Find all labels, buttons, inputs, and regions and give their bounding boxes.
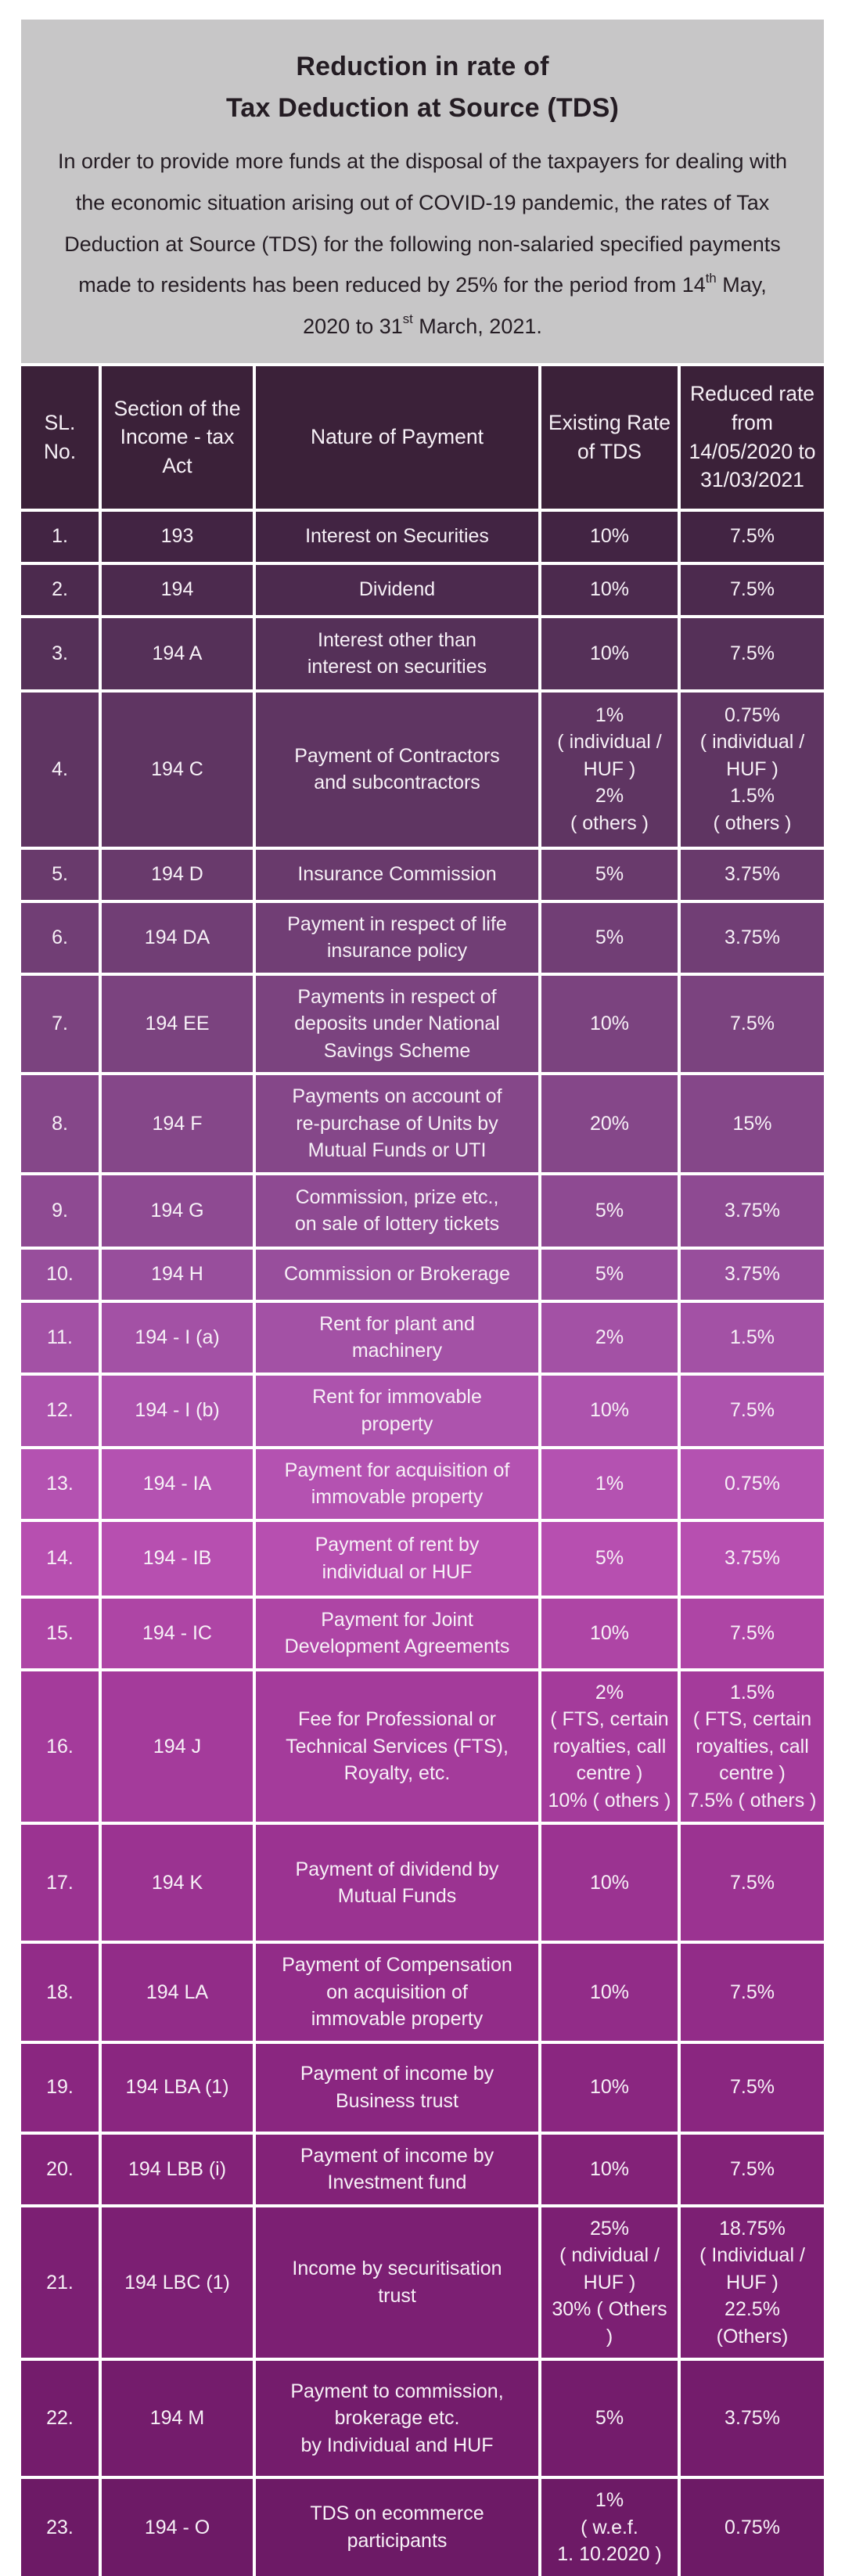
cell-section: 194 LA — [102, 1944, 253, 2041]
cell-section: 193 — [102, 512, 253, 562]
cell-nature: Payment of Compensation on acquisition of immovable property — [256, 1944, 538, 2041]
cell-reduced-rate: 0.75% — [681, 1449, 824, 1519]
cell-sl-no: 19. — [21, 2044, 99, 2132]
header-cell-nature: Nature of Payment — [256, 366, 538, 509]
cell-existing-rate: 1% — [541, 1449, 678, 1519]
cell-reduced-rate: 3.75% — [681, 2361, 824, 2476]
cell-existing-rate: 10% — [541, 618, 678, 689]
cell-sl-no: 23. — [21, 2479, 99, 2576]
cell-nature: Payment of income by Investment fund — [256, 2135, 538, 2204]
cell-existing-rate: 20% — [541, 1075, 678, 1172]
cell-sl-no: 20. — [21, 2135, 99, 2204]
cell-sl-no: 18. — [21, 1944, 99, 2041]
page-title — [56, 46, 789, 128]
cell-nature: Commission, prize etc., on sale of lottery tickets — [256, 1175, 538, 1247]
cell-existing-rate: 5% — [541, 2361, 678, 2476]
cell-existing-rate: 5% — [541, 1250, 678, 1300]
cell-nature: Dividend — [256, 565, 538, 615]
cell-existing-rate: 10% — [541, 1825, 678, 1941]
intro-panel — [21, 20, 824, 363]
cell-nature: Interest other than interest on securities — [256, 618, 538, 689]
cell-existing-rate: 5% — [541, 1522, 678, 1596]
cell-section: 194 — [102, 565, 253, 615]
cell-nature: Payment for Joint Development Agreements — [256, 1599, 538, 1668]
cell-nature: Payment to commission, brokerage etc. by Individual and HUF — [256, 2361, 538, 2476]
cell-reduced-rate: 7.5% — [681, 1599, 824, 1668]
cell-reduced-rate: 1.5% — [681, 1303, 824, 1373]
cell-existing-rate: 25% ( ndividual / HUF ) 30% ( Others ) — [541, 2207, 678, 2358]
table-row — [21, 1075, 824, 1172]
cell-section: 194 C — [102, 693, 253, 847]
cell-reduced-rate: 7.5% — [681, 565, 824, 615]
cell-sl-no: 9. — [21, 1175, 99, 1247]
cell-reduced-rate: 7.5% — [681, 2044, 824, 2132]
cell-existing-rate: 2% — [541, 1303, 678, 1373]
cell-reduced-rate: 3.75% — [681, 850, 824, 900]
cell-section: 194 F — [102, 1075, 253, 1172]
superscript-st: st — [402, 311, 413, 327]
cell-section: 194 K — [102, 1825, 253, 1941]
cell-section: 194 - IA — [102, 1449, 253, 1519]
table-row — [21, 1522, 824, 1596]
table-row — [21, 1599, 824, 1668]
cell-sl-no: 5. — [21, 850, 99, 900]
cell-existing-rate: 10% — [541, 2135, 678, 2204]
cell-existing-rate: 10% — [541, 1376, 678, 1446]
header-cell-section: Section of the Income - tax Act — [102, 366, 253, 509]
cell-nature: TDS on ecommerce participants — [256, 2479, 538, 2576]
cell-section: 194 M — [102, 2361, 253, 2476]
cell-sl-no: 1. — [21, 512, 99, 562]
cell-reduced-rate: 1.5% ( FTS, certain royalties, call centre ) 7.5% ( others ) — [681, 1671, 824, 1822]
cell-existing-rate: 2% ( FTS, certain royalties, call centre ) 10% ( others ) — [541, 1671, 678, 1822]
table-row — [21, 1825, 824, 1941]
cell-reduced-rate: 7.5% — [681, 618, 824, 689]
cell-nature: Payment in respect of life insurance policy — [256, 903, 538, 973]
cell-section: 194 H — [102, 1250, 253, 1300]
cell-sl-no: 7. — [21, 976, 99, 1073]
page-title-line1: Reduction in rate of — [296, 52, 549, 81]
superscript-th: th — [705, 270, 717, 286]
table-row — [21, 2207, 824, 2358]
cell-nature: Insurance Commission — [256, 850, 538, 900]
cell-nature: Payment of income by Business trust — [256, 2044, 538, 2132]
cell-reduced-rate: 7.5% — [681, 976, 824, 1073]
cell-sl-no: 8. — [21, 1075, 99, 1172]
table-row — [21, 2361, 824, 2476]
cell-nature: Payments on account of re-purchase of Units by Mutual Funds or UTI — [256, 1075, 538, 1172]
table-row — [21, 1303, 824, 1373]
cell-sl-no: 4. — [21, 693, 99, 847]
table-row — [21, 2479, 824, 2576]
cell-section: 194 LBC (1) — [102, 2207, 253, 2358]
cell-existing-rate: 1% ( w.e.f. 1. 10.2020 ) — [541, 2479, 678, 2576]
cell-reduced-rate: 0.75% ( individual / HUF ) 1.5% ( others ) — [681, 693, 824, 847]
header-cell-reduced-rate: Reduced rate from 14/05/2020 to 31/03/2021 — [681, 366, 824, 509]
cell-reduced-rate: 7.5% — [681, 1376, 824, 1446]
cell-section: 194 - IC — [102, 1599, 253, 1668]
cell-section: 194 G — [102, 1175, 253, 1247]
table-row — [21, 903, 824, 973]
cell-nature: Payment of dividend by Mutual Funds — [256, 1825, 538, 1941]
cell-nature: Commission or Brokerage — [256, 1250, 538, 1300]
cell-reduced-rate: 3.75% — [681, 1522, 824, 1596]
intro-paragraph-part3: March, 2021. — [412, 314, 542, 338]
cell-existing-rate: 10% — [541, 976, 678, 1073]
cell-existing-rate: 10% — [541, 2044, 678, 2132]
cell-nature: Interest on Securities — [256, 512, 538, 562]
cell-reduced-rate: 7.5% — [681, 1825, 824, 1941]
cell-existing-rate: 10% — [541, 512, 678, 562]
cell-section: 194 D — [102, 850, 253, 900]
cell-section: 194 EE — [102, 976, 253, 1073]
table-row — [21, 850, 824, 900]
cell-reduced-rate: 3.75% — [681, 1250, 824, 1300]
cell-existing-rate: 10% — [541, 1944, 678, 2041]
cell-nature: Payment of rent by individual or HUF — [256, 1522, 538, 1596]
table-row — [21, 512, 824, 562]
cell-sl-no: 15. — [21, 1599, 99, 1668]
table-row — [21, 1944, 824, 2041]
table-row — [21, 1449, 824, 1519]
cell-section: 194 LBB (i) — [102, 2135, 253, 2204]
cell-nature: Payment of Contractors and subcontractors — [256, 693, 538, 847]
cell-sl-no: 2. — [21, 565, 99, 615]
table-row — [21, 565, 824, 615]
cell-section: 194 LBA (1) — [102, 2044, 253, 2132]
header-cell-existing-rate: Existing Rate of TDS — [541, 366, 678, 509]
cell-sl-no: 17. — [21, 1825, 99, 1941]
table-row — [21, 2044, 824, 2132]
table-row — [21, 1175, 824, 1247]
table-row — [21, 618, 824, 689]
intro-paragraph-part2: May, 2020 to 31 — [303, 273, 767, 338]
cell-existing-rate: 5% — [541, 1175, 678, 1247]
cell-existing-rate: 5% — [541, 903, 678, 973]
table-row — [21, 1250, 824, 1300]
cell-sl-no: 10. — [21, 1250, 99, 1300]
table-row — [21, 1376, 824, 1446]
cell-reduced-rate: 0.75% — [681, 2479, 824, 2576]
tds-rates-table — [21, 366, 824, 2576]
cell-nature: Income by securitisation trust — [256, 2207, 538, 2358]
cell-section: 194 A — [102, 618, 253, 689]
cell-section: 194 - I (b) — [102, 1376, 253, 1446]
cell-nature: Payments in respect of deposits under National Savings Scheme — [256, 976, 538, 1073]
header-cell-sl-no: SL. No. — [21, 366, 99, 509]
page-title-line2: Tax Deduction at Source (TDS) — [225, 92, 619, 123]
cell-reduced-rate: 3.75% — [681, 903, 824, 973]
cell-sl-no: 21. — [21, 2207, 99, 2358]
cell-sl-no: 12. — [21, 1376, 99, 1446]
cell-section: 194 - I (a) — [102, 1303, 253, 1373]
cell-reduced-rate: 7.5% — [681, 512, 824, 562]
cell-nature: Rent for plant and machinery — [256, 1303, 538, 1373]
cell-sl-no: 3. — [21, 618, 99, 689]
cell-sl-no: 11. — [21, 1303, 99, 1373]
cell-section: 194 - O — [102, 2479, 253, 2576]
cell-reduced-rate: 15% — [681, 1075, 824, 1172]
cell-reduced-rate: 3.75% — [681, 1175, 824, 1247]
table-row — [21, 693, 824, 847]
table-row — [21, 1671, 824, 1822]
table-header-row — [21, 366, 824, 509]
cell-section: 194 DA — [102, 903, 253, 973]
cell-sl-no: 22. — [21, 2361, 99, 2476]
cell-reduced-rate: 18.75% ( Individual / HUF ) 22.5% (Others) — [681, 2207, 824, 2358]
cell-reduced-rate: 7.5% — [681, 1944, 824, 2041]
cell-sl-no: 6. — [21, 903, 99, 973]
cell-existing-rate: 1% ( individual / HUF ) 2% ( others ) — [541, 693, 678, 847]
cell-section: 194 - IB — [102, 1522, 253, 1596]
cell-sl-no: 13. — [21, 1449, 99, 1519]
cell-existing-rate: 10% — [541, 1599, 678, 1668]
intro-paragraph-part1: In order to provide more funds at the disposal of the taxpayers for dealing with the economic situation arising out of COVID-19 pandemic, the rates of Tax Deduction at Source (TDS) for the following non-salaried specified payments made to residents has been reduced by 25% for the period from 14 — [57, 149, 788, 297]
cell-sl-no: 16. — [21, 1671, 99, 1822]
cell-reduced-rate: 7.5% — [681, 2135, 824, 2204]
cell-existing-rate: 10% — [541, 565, 678, 615]
intro-paragraph — [56, 141, 789, 347]
cell-existing-rate: 5% — [541, 850, 678, 900]
cell-nature: Fee for Professional or Technical Services (FTS), Royalty, etc. — [256, 1671, 538, 1822]
table-row — [21, 2135, 824, 2204]
cell-nature: Payment for acquisition of immovable property — [256, 1449, 538, 1519]
cell-section: 194 J — [102, 1671, 253, 1822]
table-row — [21, 976, 824, 1073]
cell-nature: Rent for immovable property — [256, 1376, 538, 1446]
cell-sl-no: 14. — [21, 1522, 99, 1596]
